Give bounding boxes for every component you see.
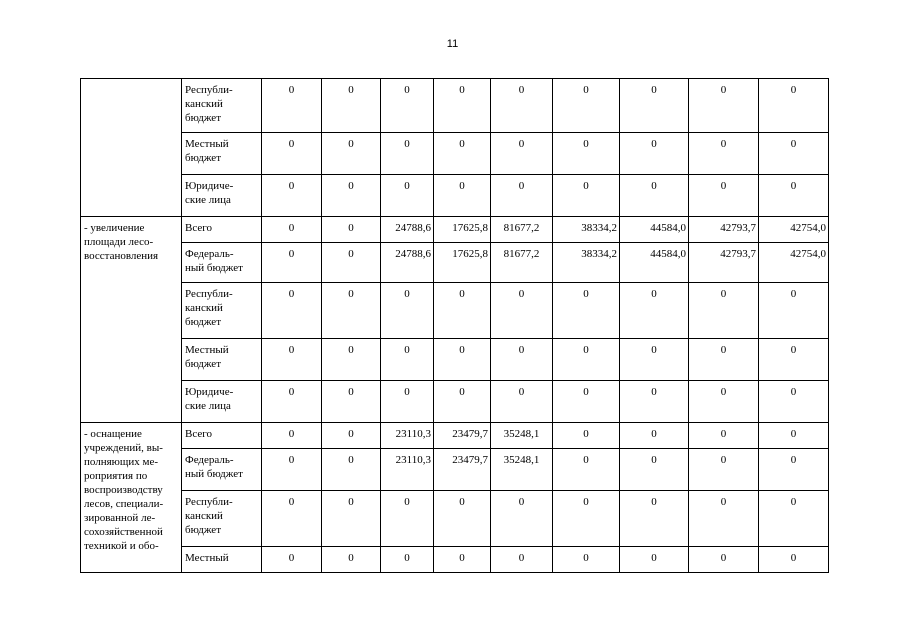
funding-source-line: канский xyxy=(185,98,223,110)
value-cell: 0 xyxy=(381,339,434,381)
value-cell: 23110,3 xyxy=(381,449,434,491)
value-cell: 0 xyxy=(434,339,491,381)
value-cell: 0 xyxy=(434,381,491,423)
funding-source-cell xyxy=(182,243,262,283)
measure-line: лесов, специали- xyxy=(84,498,164,510)
funding-source-line: ские лица xyxy=(185,194,231,206)
value-cell: 0 xyxy=(759,381,829,423)
value-cell: 0 xyxy=(381,491,434,547)
funding-source-line: ские лица xyxy=(185,400,231,412)
value-cell: 0 xyxy=(689,79,759,133)
value-cell: 0 xyxy=(689,175,759,217)
value-cell: 0 xyxy=(322,339,381,381)
value-cell: 0 xyxy=(553,133,620,175)
measure-line: восстановления xyxy=(84,250,159,262)
value-cell: 0 xyxy=(381,175,434,217)
value-cell: 24788,6 xyxy=(381,217,434,243)
funding-source-cell xyxy=(182,547,262,573)
value-cell: 0 xyxy=(620,175,689,217)
funding-source-line: бюджет xyxy=(185,112,221,124)
value-cell: 44584,0 xyxy=(620,217,689,243)
value-cell: 0 xyxy=(262,423,322,449)
funding-source-cell xyxy=(182,423,262,449)
funding-source-line: Юридиче- xyxy=(185,386,234,398)
table-row xyxy=(81,283,829,339)
funding-source-cell xyxy=(182,381,262,423)
value-cell: 0 xyxy=(491,547,553,573)
funding-source-line: Юридиче- xyxy=(185,180,234,192)
funding-source-line: бюджет xyxy=(185,358,221,370)
funding-source-line: ный бюджет xyxy=(185,262,243,274)
table-row xyxy=(81,449,829,491)
value-cell: 0 xyxy=(434,79,491,133)
measure-line: зированной ле- xyxy=(84,512,156,524)
value-cell: 0 xyxy=(491,339,553,381)
value-cell: 17625,8 xyxy=(434,243,491,283)
value-cell: 0 xyxy=(322,381,381,423)
value-cell: 0 xyxy=(553,491,620,547)
value-cell: 0 xyxy=(491,79,553,133)
value-cell: 0 xyxy=(620,283,689,339)
value-cell: 0 xyxy=(381,79,434,133)
value-cell: 0 xyxy=(689,491,759,547)
value-cell: 0 xyxy=(759,133,829,175)
measure-line: площади лесо- xyxy=(84,236,154,248)
funding-source-line: бюджет xyxy=(185,524,221,536)
value-cell: 0 xyxy=(262,381,322,423)
measure-line: учреждений, вы- xyxy=(84,442,163,454)
funding-source-cell xyxy=(182,217,262,243)
value-cell: 0 xyxy=(262,217,322,243)
value-cell: 0 xyxy=(553,449,620,491)
value-cell: 0 xyxy=(689,449,759,491)
funding-source-cell xyxy=(182,79,262,133)
value-cell: 0 xyxy=(381,547,434,573)
funding-source-cell xyxy=(182,175,262,217)
value-cell: 0 xyxy=(491,283,553,339)
value-cell: 0 xyxy=(689,283,759,339)
table-row xyxy=(81,243,829,283)
value-cell: 0 xyxy=(689,339,759,381)
value-cell: 0 xyxy=(381,381,434,423)
value-cell: 0 xyxy=(322,79,381,133)
value-cell: 0 xyxy=(553,547,620,573)
value-cell: 0 xyxy=(262,175,322,217)
funding-source-line: Республи- xyxy=(185,288,233,300)
value-cell: 0 xyxy=(262,243,322,283)
value-cell: 0 xyxy=(553,175,620,217)
measure-cell xyxy=(81,79,182,217)
value-cell: 0 xyxy=(381,283,434,339)
measure-line: - оснащение xyxy=(84,428,142,440)
value-cell: 0 xyxy=(491,381,553,423)
value-cell: 38334,2 xyxy=(553,217,620,243)
value-cell: 38334,2 xyxy=(553,243,620,283)
table-row xyxy=(81,79,829,133)
measure-line: - увеличение xyxy=(84,222,145,234)
value-cell: 0 xyxy=(620,423,689,449)
value-cell: 42793,7 xyxy=(689,217,759,243)
funding-source-line: канский xyxy=(185,302,223,314)
value-cell: 0 xyxy=(491,133,553,175)
page-number: 11 xyxy=(446,38,459,50)
measure-cell xyxy=(81,423,182,573)
value-cell: 0 xyxy=(689,381,759,423)
value-cell: 0 xyxy=(553,423,620,449)
value-cell: 0 xyxy=(759,283,829,339)
value-cell: 17625,8 xyxy=(434,217,491,243)
value-cell: 0 xyxy=(434,175,491,217)
value-cell: 0 xyxy=(759,547,829,573)
funding-table xyxy=(80,78,829,573)
value-cell: 0 xyxy=(620,79,689,133)
value-cell: 42793,7 xyxy=(689,243,759,283)
value-cell: 23110,3 xyxy=(381,423,434,449)
value-cell: 81677,2 xyxy=(491,217,553,243)
value-cell: 0 xyxy=(620,133,689,175)
table-row xyxy=(81,547,829,573)
funding-source-line: ный бюджет xyxy=(185,468,243,480)
measure-line: воспроизводству xyxy=(84,484,163,496)
value-cell: 0 xyxy=(491,175,553,217)
funding-source-line: Федераль- xyxy=(185,454,234,466)
value-cell: 0 xyxy=(759,175,829,217)
table-row xyxy=(81,175,829,217)
value-cell: 0 xyxy=(322,491,381,547)
measure-line: роприятия по xyxy=(84,470,148,482)
value-cell: 0 xyxy=(553,339,620,381)
value-cell: 0 xyxy=(262,339,322,381)
funding-source-line: Местный xyxy=(185,552,229,564)
funding-source-line: канский xyxy=(185,510,223,522)
value-cell: 0 xyxy=(322,423,381,449)
value-cell: 0 xyxy=(322,243,381,283)
value-cell: 35248,1 xyxy=(491,423,553,449)
value-cell: 0 xyxy=(759,491,829,547)
value-cell: 0 xyxy=(262,133,322,175)
table-row xyxy=(81,381,829,423)
funding-source-line: бюджет xyxy=(185,152,221,164)
table-row xyxy=(81,423,829,449)
table-row xyxy=(81,217,829,243)
value-cell: 24788,6 xyxy=(381,243,434,283)
table-row xyxy=(81,133,829,175)
value-cell: 0 xyxy=(322,547,381,573)
value-cell: 35248,1 xyxy=(491,449,553,491)
value-cell: 0 xyxy=(322,217,381,243)
measure-line: сохозяйственной xyxy=(84,526,163,538)
table-row xyxy=(81,339,829,381)
value-cell: 0 xyxy=(759,339,829,381)
value-cell: 0 xyxy=(322,449,381,491)
value-cell: 0 xyxy=(759,423,829,449)
value-cell: 0 xyxy=(434,283,491,339)
value-cell: 42754,0 xyxy=(759,243,829,283)
value-cell: 0 xyxy=(381,133,434,175)
value-cell: 0 xyxy=(262,283,322,339)
value-cell: 44584,0 xyxy=(620,243,689,283)
funding-source-cell xyxy=(182,491,262,547)
measure-line: техникой и обо- xyxy=(84,540,159,552)
value-cell: 0 xyxy=(491,491,553,547)
value-cell: 0 xyxy=(553,79,620,133)
funding-source-line: Всего xyxy=(185,428,212,440)
value-cell: 0 xyxy=(262,547,322,573)
value-cell: 0 xyxy=(434,547,491,573)
value-cell: 0 xyxy=(620,449,689,491)
value-cell: 0 xyxy=(620,547,689,573)
funding-source-line: Республи- xyxy=(185,84,233,96)
value-cell: 23479,7 xyxy=(434,423,491,449)
value-cell: 0 xyxy=(322,283,381,339)
funding-source-line: Республи- xyxy=(185,496,233,508)
value-cell: 0 xyxy=(553,381,620,423)
funding-source-cell xyxy=(182,449,262,491)
value-cell: 0 xyxy=(620,339,689,381)
value-cell: 81677,2 xyxy=(491,243,553,283)
value-cell: 0 xyxy=(322,175,381,217)
table-row xyxy=(81,491,829,547)
funding-source-line: бюджет xyxy=(185,316,221,328)
funding-source-line: Местный xyxy=(185,344,229,356)
value-cell: 0 xyxy=(689,423,759,449)
value-cell: 0 xyxy=(620,381,689,423)
value-cell: 0 xyxy=(759,79,829,133)
funding-source-line: Всего xyxy=(185,222,212,234)
value-cell: 42754,0 xyxy=(759,217,829,243)
value-cell: 0 xyxy=(262,491,322,547)
funding-source-cell xyxy=(182,133,262,175)
funding-source-line: Местный xyxy=(185,138,229,150)
value-cell: 0 xyxy=(262,449,322,491)
funding-source-cell xyxy=(182,283,262,339)
value-cell: 23479,7 xyxy=(434,449,491,491)
value-cell: 0 xyxy=(689,547,759,573)
value-cell: 0 xyxy=(620,491,689,547)
value-cell: 0 xyxy=(689,133,759,175)
value-cell: 0 xyxy=(262,79,322,133)
value-cell: 0 xyxy=(434,133,491,175)
value-cell: 0 xyxy=(553,283,620,339)
funding-source-cell xyxy=(182,339,262,381)
funding-table-body xyxy=(81,79,829,573)
measure-cell xyxy=(81,217,182,423)
value-cell: 0 xyxy=(759,449,829,491)
value-cell: 0 xyxy=(322,133,381,175)
measure-line: полняющих ме- xyxy=(84,456,159,468)
value-cell: 0 xyxy=(434,491,491,547)
funding-source-line: Федераль- xyxy=(185,248,234,260)
